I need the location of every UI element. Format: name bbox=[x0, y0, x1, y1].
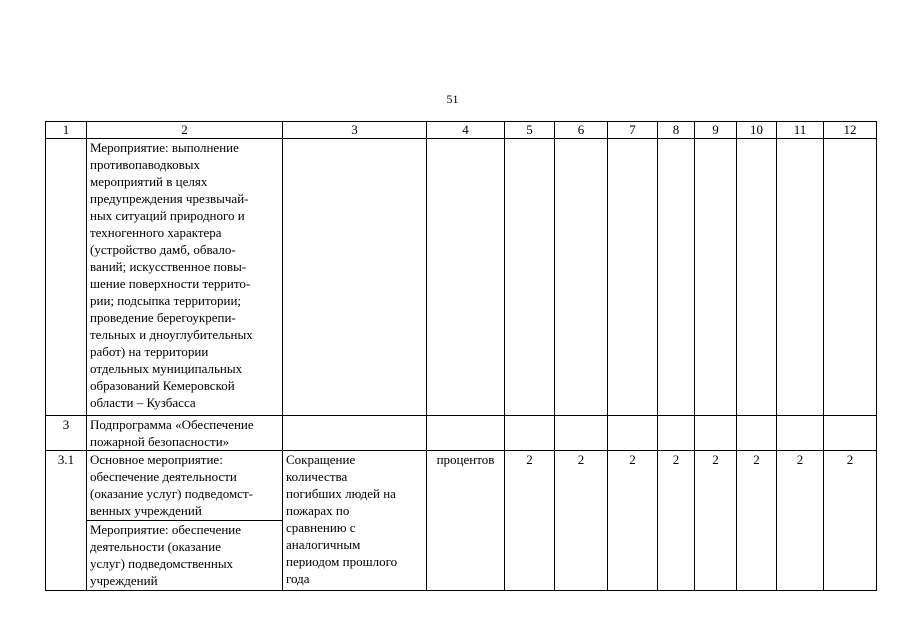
unit-cell: процентов bbox=[427, 451, 505, 591]
text-line: деятельности (оказание bbox=[90, 539, 221, 554]
empty-cell bbox=[658, 416, 695, 451]
text-line: работ) на территории bbox=[90, 344, 209, 359]
text-line: Сокращение bbox=[286, 452, 356, 467]
header-row bbox=[46, 122, 877, 139]
empty-cell bbox=[505, 139, 555, 416]
text-line: венных учреждений bbox=[90, 503, 202, 518]
row-number: 3.1 bbox=[46, 451, 87, 591]
text-line: услуг) подведомственных bbox=[90, 556, 234, 571]
text-line: рии; подсыпка территории; bbox=[90, 293, 242, 308]
empty-cell bbox=[283, 416, 427, 451]
value-cell: 2 bbox=[824, 451, 877, 591]
activity-description bbox=[87, 521, 283, 591]
empty-cell bbox=[824, 416, 877, 451]
text-line: пожарах по bbox=[286, 503, 350, 518]
header-cell: 11 bbox=[777, 122, 824, 139]
measure-description bbox=[87, 139, 283, 416]
header-cell: 2 bbox=[87, 122, 283, 139]
indicator-description bbox=[283, 451, 427, 591]
empty-cell bbox=[608, 416, 658, 451]
text-line: Подпрограмма «Обеспечение bbox=[90, 417, 254, 432]
subprogram-title bbox=[87, 416, 283, 451]
empty-cell bbox=[427, 139, 505, 416]
text-line: (оказание услуг) подведомст- bbox=[90, 486, 253, 501]
text-line: аналогичным bbox=[286, 537, 361, 552]
empty-cell bbox=[505, 416, 555, 451]
text-line: проведение берегоукрепи- bbox=[90, 310, 236, 325]
measures-table bbox=[45, 121, 877, 591]
text-line: Мероприятие: выполнение bbox=[90, 140, 239, 155]
text-line: периодом прошлого bbox=[286, 554, 398, 569]
text-line: противопаводковых bbox=[90, 157, 201, 172]
header-cell: 6 bbox=[555, 122, 608, 139]
empty-cell bbox=[658, 139, 695, 416]
text-line: ных ситуаций природного и bbox=[90, 208, 245, 223]
table-row-subprogram-3 bbox=[46, 416, 877, 451]
header-cell: 9 bbox=[695, 122, 737, 139]
text-line: предупреждения чрезвычай- bbox=[90, 191, 249, 206]
text-line: тельных и дноуглубительных bbox=[90, 327, 253, 342]
table-row-flood-measure bbox=[46, 139, 877, 416]
text-line: мероприятий в целях bbox=[90, 174, 208, 189]
empty-cell bbox=[737, 416, 777, 451]
text-line: образований Кемеровской bbox=[90, 378, 235, 393]
header-cell: 12 bbox=[824, 122, 877, 139]
text-line: области – Кузбасса bbox=[90, 395, 196, 410]
main-measure-description bbox=[87, 451, 283, 521]
header-cell: 3 bbox=[283, 122, 427, 139]
header-cell: 10 bbox=[737, 122, 777, 139]
text-line: сравнению с bbox=[286, 520, 356, 535]
empty-cell bbox=[777, 139, 824, 416]
text-line: количества bbox=[286, 469, 348, 484]
empty-cell bbox=[737, 139, 777, 416]
page-number: 51 bbox=[446, 92, 459, 106]
empty-cell bbox=[608, 139, 658, 416]
value-cell: 2 bbox=[737, 451, 777, 591]
value-cell: 2 bbox=[695, 451, 737, 591]
header-cell: 7 bbox=[608, 122, 658, 139]
empty-cell bbox=[777, 416, 824, 451]
value-cell: 2 bbox=[555, 451, 608, 591]
text-line: отдельных муниципальных bbox=[90, 361, 243, 376]
empty-cell bbox=[555, 416, 608, 451]
header-cell: 1 bbox=[46, 122, 87, 139]
header-cell: 4 bbox=[427, 122, 505, 139]
text-line: (устройство дамб, обвало- bbox=[90, 242, 236, 257]
text-line: шение поверхности террито- bbox=[90, 276, 251, 291]
header-cell: 8 bbox=[658, 122, 695, 139]
text-line: года bbox=[286, 571, 310, 586]
text-line: ваний; искусственное повы- bbox=[90, 259, 247, 274]
empty-cell bbox=[555, 139, 608, 416]
table-row-3-1 bbox=[46, 451, 877, 521]
text-line: техногенного характера bbox=[90, 225, 222, 240]
row-number bbox=[46, 139, 87, 416]
empty-cell bbox=[695, 139, 737, 416]
text-line: погибших людей на bbox=[286, 486, 396, 501]
empty-cell bbox=[427, 416, 505, 451]
empty-cell bbox=[824, 139, 877, 416]
text-line: Мероприятие: обеспечение bbox=[90, 522, 242, 537]
row-number: 3 bbox=[46, 416, 87, 451]
empty-cell bbox=[283, 139, 427, 416]
value-cell: 2 bbox=[658, 451, 695, 591]
value-cell: 2 bbox=[608, 451, 658, 591]
text-line: учреждений bbox=[90, 573, 158, 588]
header-cell: 5 bbox=[505, 122, 555, 139]
text-line: обеспечение деятельности bbox=[90, 469, 237, 484]
value-cell: 2 bbox=[777, 451, 824, 591]
text-line: пожарной безопасности» bbox=[90, 434, 230, 449]
value-cell: 2 bbox=[505, 451, 555, 591]
text-line: Основное мероприятие: bbox=[90, 452, 223, 467]
empty-cell bbox=[695, 416, 737, 451]
